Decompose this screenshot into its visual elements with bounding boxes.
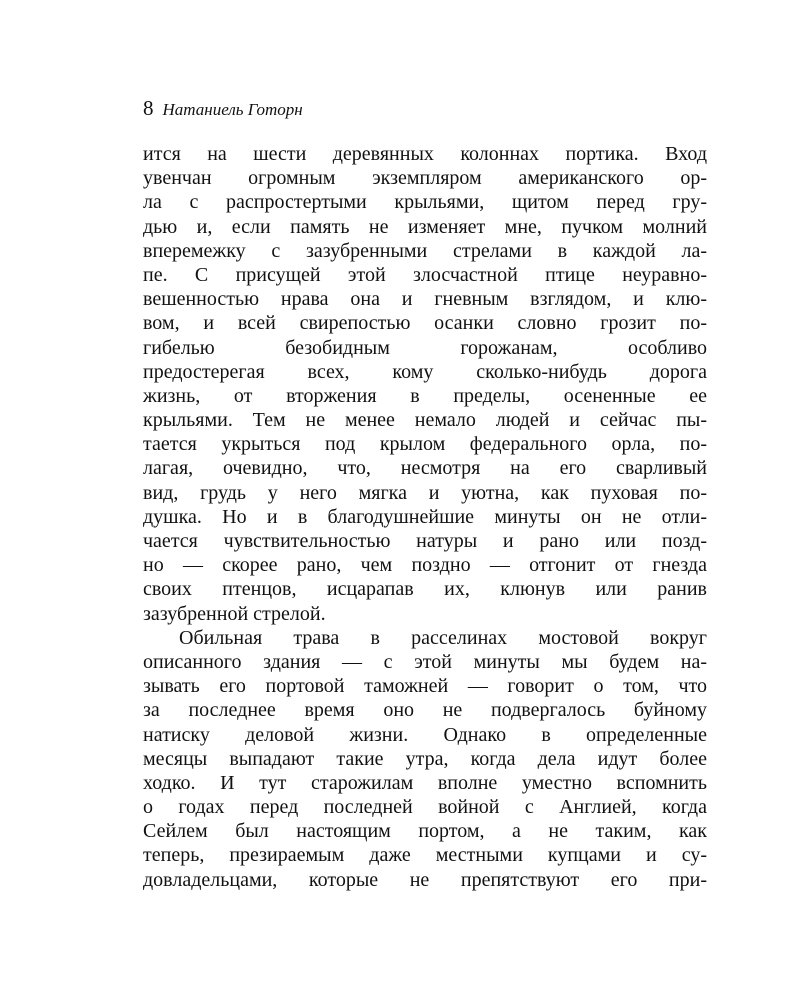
body-text — [143, 142, 707, 892]
text-line: вид, грудь у него мягка и уютна, как пуховая по- — [143, 481, 707, 504]
text-line: довладельцами, которые не препятствуют его при- — [143, 868, 707, 891]
text-line: описанного здания — с этой минуты мы будем на- — [143, 650, 707, 673]
text-line: увенчан огромным экземпляром американского ор- — [143, 167, 707, 190]
text-line: но — скорее рано, чем поздно — отгонит от гнезда — [143, 554, 707, 577]
text-line: лагая, очевидно, что, несмотря на его сварливый — [143, 457, 707, 480]
text-line: гибелью безобидным горожанам, особливо — [143, 336, 707, 359]
text-line: ходко. И тут старожилам вполне уместно вспомнить — [143, 771, 707, 794]
text-line: за последнее время оно не подвергалось буйному — [143, 699, 707, 722]
author-name: Натаниель Готорн — [162, 100, 303, 119]
text-line: крыльями. Тем не менее немало людей и сейчас пы- — [143, 409, 707, 432]
text-line: тается укрыться под крылом федерального орла, по- — [143, 433, 707, 456]
text-line: о годах перед последней войной с Англией, когда — [143, 796, 707, 819]
text-line: вешенностью нрава она и гневным взглядом, и клю- — [143, 288, 707, 311]
text-line: предостерегая всех, кому сколько-нибудь дорога — [143, 360, 707, 383]
text-line: дью и, если память не изменяет мне, пучком молний — [143, 215, 707, 238]
running-head — [143, 94, 303, 122]
text-line: ла с распростертыми крыльями, щитом перед гру- — [143, 191, 707, 214]
text-line: зывать его портовой таможней — говорит о том, что — [143, 675, 707, 698]
text-line: пе. С присущей этой злосчастной птице неуравно- — [143, 263, 707, 286]
text-line: месяцы выпадают такие утра, когда дела идут более — [143, 747, 707, 770]
text-line: вом, и всей свирепостью осанки словно грозит по- — [143, 312, 707, 335]
paragraph-last-line: зазубренной стрелой. — [143, 602, 326, 625]
text-line: теперь, презираемым даже местными купцами и су- — [143, 844, 707, 867]
text-line: жизнь, от вторжения в пределы, осененные ее — [143, 384, 707, 407]
text-line: Сейлем был настоящим портом, а не таким, как — [143, 820, 707, 843]
text-line: своих птенцов, исцарапав их, клюнув или ранив — [143, 578, 707, 601]
text-line: чается чувствительностью натуры и рано или позд- — [143, 530, 707, 552]
text-line: душка. Но и в благодушнейшие минуты он не отли- — [143, 505, 707, 528]
text-line: вперемежку с зазубренными стрелами в каждой ла- — [143, 239, 707, 262]
page-number: 8 — [143, 96, 154, 120]
text-line: ится на шести деревянных колоннах портика. Вход — [143, 143, 707, 165]
paragraph-first-line: Обильная трава в расселинах мостовой вокруг — [179, 626, 707, 649]
text-line: натиску деловой жизни. Однако в определенные — [143, 723, 707, 746]
